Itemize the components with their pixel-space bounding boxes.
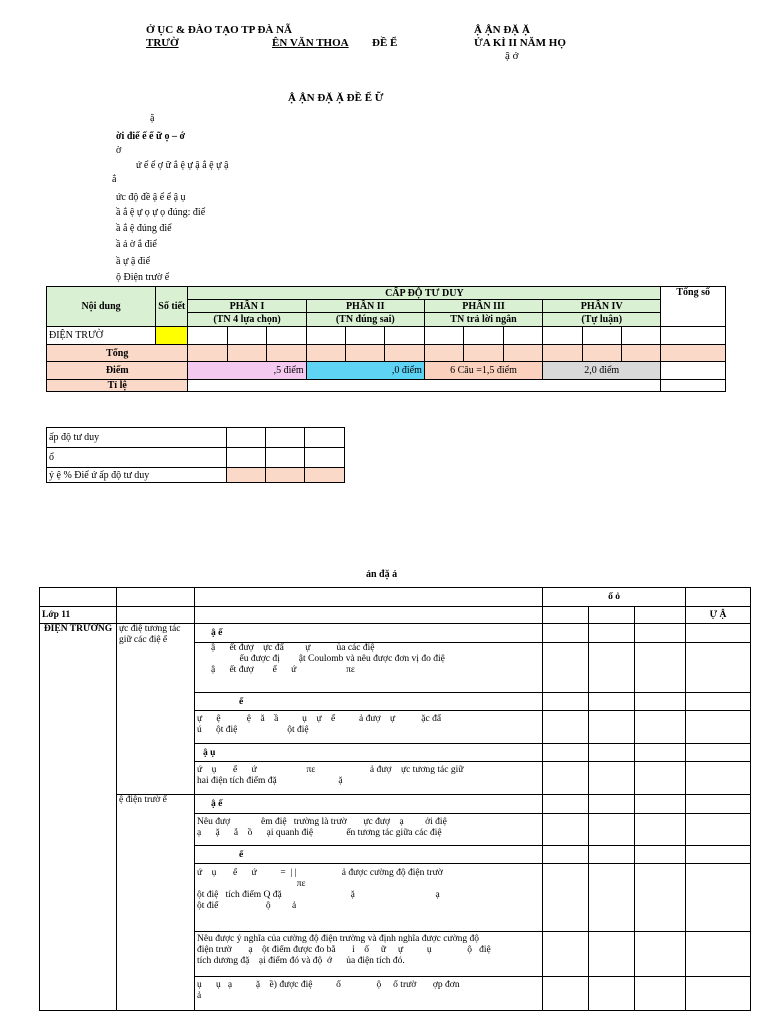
school-name-b: ÊN VĂN THOA (272, 37, 349, 49)
intro-line-3: ứ ể ể ợ ữ ắ ệ ự ậ ắ ệ ự ậ (136, 160, 229, 171)
row-ti-le-label: Tỉ lệ (47, 380, 188, 392)
spec-row-3: ể (195, 693, 543, 711)
part-1-title: PHẦN I (188, 300, 306, 313)
intro-line-6: ầ ắ ệ ự ọ ự ọ đúng: điể (116, 207, 206, 218)
spec-row-6: ứ ụ ể ứ πε ả đượ ực tương tác giữ hai điện tích điểm đặ ặ (195, 762, 543, 795)
small-table (46, 427, 345, 483)
matrix-table (46, 286, 726, 392)
topic-2: ệ điện trườ ể (117, 795, 195, 1011)
spec-row-2: ậ ết đượ ực đẩ ự ủa các điệ ểu được đị ật Coulomb và nêu được đơn vị đo điệ ậ ết đượ ể ứ πε (195, 643, 543, 693)
topic-1: ực điệ tương tác giữ các điệ ể (117, 624, 195, 795)
diem-part-1: ,5 điểm (188, 362, 306, 380)
part-4-sub: (Tự luận) (543, 313, 661, 327)
so-tiet-header: Số tiết (156, 287, 188, 327)
school-name-a: TRƯỜ (146, 37, 179, 49)
spec-row-8: Nêu đượ êm điệ trường là trườ ực đượ ạ ởi điệ ạ ặ ắ ồ ại quanh điệ ến tương tác giữa các điệ (195, 814, 543, 846)
spec-row-12: ụ ụ ạ ặ ề) được điệ ố ộ ố trườ ợp đơn ả (195, 977, 543, 1011)
spec-row-10: ứ ụ ể ứ = | | ả được cường độ điện trườ πε ột điệ tích điểm Q đặ ặ ạ ột điể ộ ả (195, 864, 543, 932)
diem-part-3: 6 Câu =1,5 điểm (424, 362, 542, 380)
so-tiet-cell (156, 327, 188, 345)
spec-row-4: ự ệ ệ ă ầ ụ ự ể ả đượ ự ặc đẩ ú ột điệ ột điệ (195, 711, 543, 744)
small-row-2: ổ (47, 448, 227, 468)
exam-period-line: ỬA KÌ II NĂM HỌ (474, 37, 566, 49)
school-dept-line: Ở ỤC & ĐÀO TẠO TP ĐÀ NẴ (146, 24, 292, 36)
spec-row-1: ậ ế (195, 624, 543, 643)
lop-label: Lớp 11 (40, 607, 117, 624)
row-diem-label: Điểm (47, 362, 188, 380)
diem-part-4: 2,0 điểm (543, 362, 661, 380)
spec-table (39, 587, 751, 1011)
subject-line: ậ ớ (505, 50, 519, 62)
part-3-sub: TN trả lời ngắn (424, 313, 542, 327)
intro-line-1: ời điể ể ể ữ ọ – ớ (116, 131, 186, 142)
tong-so-header: Tổng số (661, 287, 726, 327)
spec-row-11: Nêu được ý nghĩa của cường độ điện trường và định nghĩa được cường độ điện trườ ạ ột điểm được đo bằ ỉ ố ữ ự ụ ộ điệ tích dương đặ ại điểm đó và độ ớ ủa điện tích đó. (195, 932, 543, 977)
part-2-sub: (TN đúng sai) (306, 313, 424, 327)
part-4-title: PHẦN IV (543, 300, 661, 313)
row-dien-truong-label: ĐIỆN TRƯỜ (47, 327, 156, 345)
doc-type-line: Ậ ẬN ĐẶ Ặ (474, 24, 530, 36)
intro-line-8: ầ ả ờ ắ điể (116, 239, 157, 250)
chapter-label: ĐIỆN TRƯỜNG (40, 624, 117, 1011)
diem-part-2: ,0 điểm (306, 362, 424, 380)
intro-line-9: ầ ự ậ điể (116, 256, 151, 267)
intro-line-7: ầ ắ ệ đúng điể (116, 223, 172, 234)
intro-line-4: ắ (112, 174, 117, 185)
spec-row-5: ậ ụ (195, 744, 543, 762)
noi-dung-header: Nội dung (47, 287, 156, 327)
intro-line-0: ặ (150, 113, 155, 124)
row-tong-label: Tổng (47, 345, 188, 362)
cap-do-header: CẤP ĐỘ TƯ DUY (188, 287, 661, 300)
part-2-title: PHẦN II (306, 300, 424, 313)
part-3-title: PHẦN III (424, 300, 542, 313)
intro-line-5: ức độ đề ậ ể ể ậ ụ (116, 192, 186, 203)
spec-col-far: Ự Ậ (686, 607, 751, 624)
intro-line-10: ộ Điện trườ ể (116, 272, 170, 283)
spec-row-7: ậ ế (195, 795, 543, 814)
spec-col-header-right: ố ỏ (543, 588, 686, 607)
spec-row-9: ể (195, 846, 543, 864)
intro-line-2: ờ (116, 145, 122, 156)
small-row-3: ỷ ệ % Điể ứ ấp độ tư duy (47, 468, 227, 483)
part-1-sub: (TN 4 lựa chọn) (188, 313, 306, 327)
spec-title: ản đặ ả (366, 569, 398, 580)
exam-label: ĐỀ Ể (372, 37, 398, 49)
small-row-1: ấp độ tư duy (47, 428, 227, 448)
doc-title: Ậ ẬN ĐẶ Ặ ĐỀ Ể Ữ (288, 92, 384, 104)
